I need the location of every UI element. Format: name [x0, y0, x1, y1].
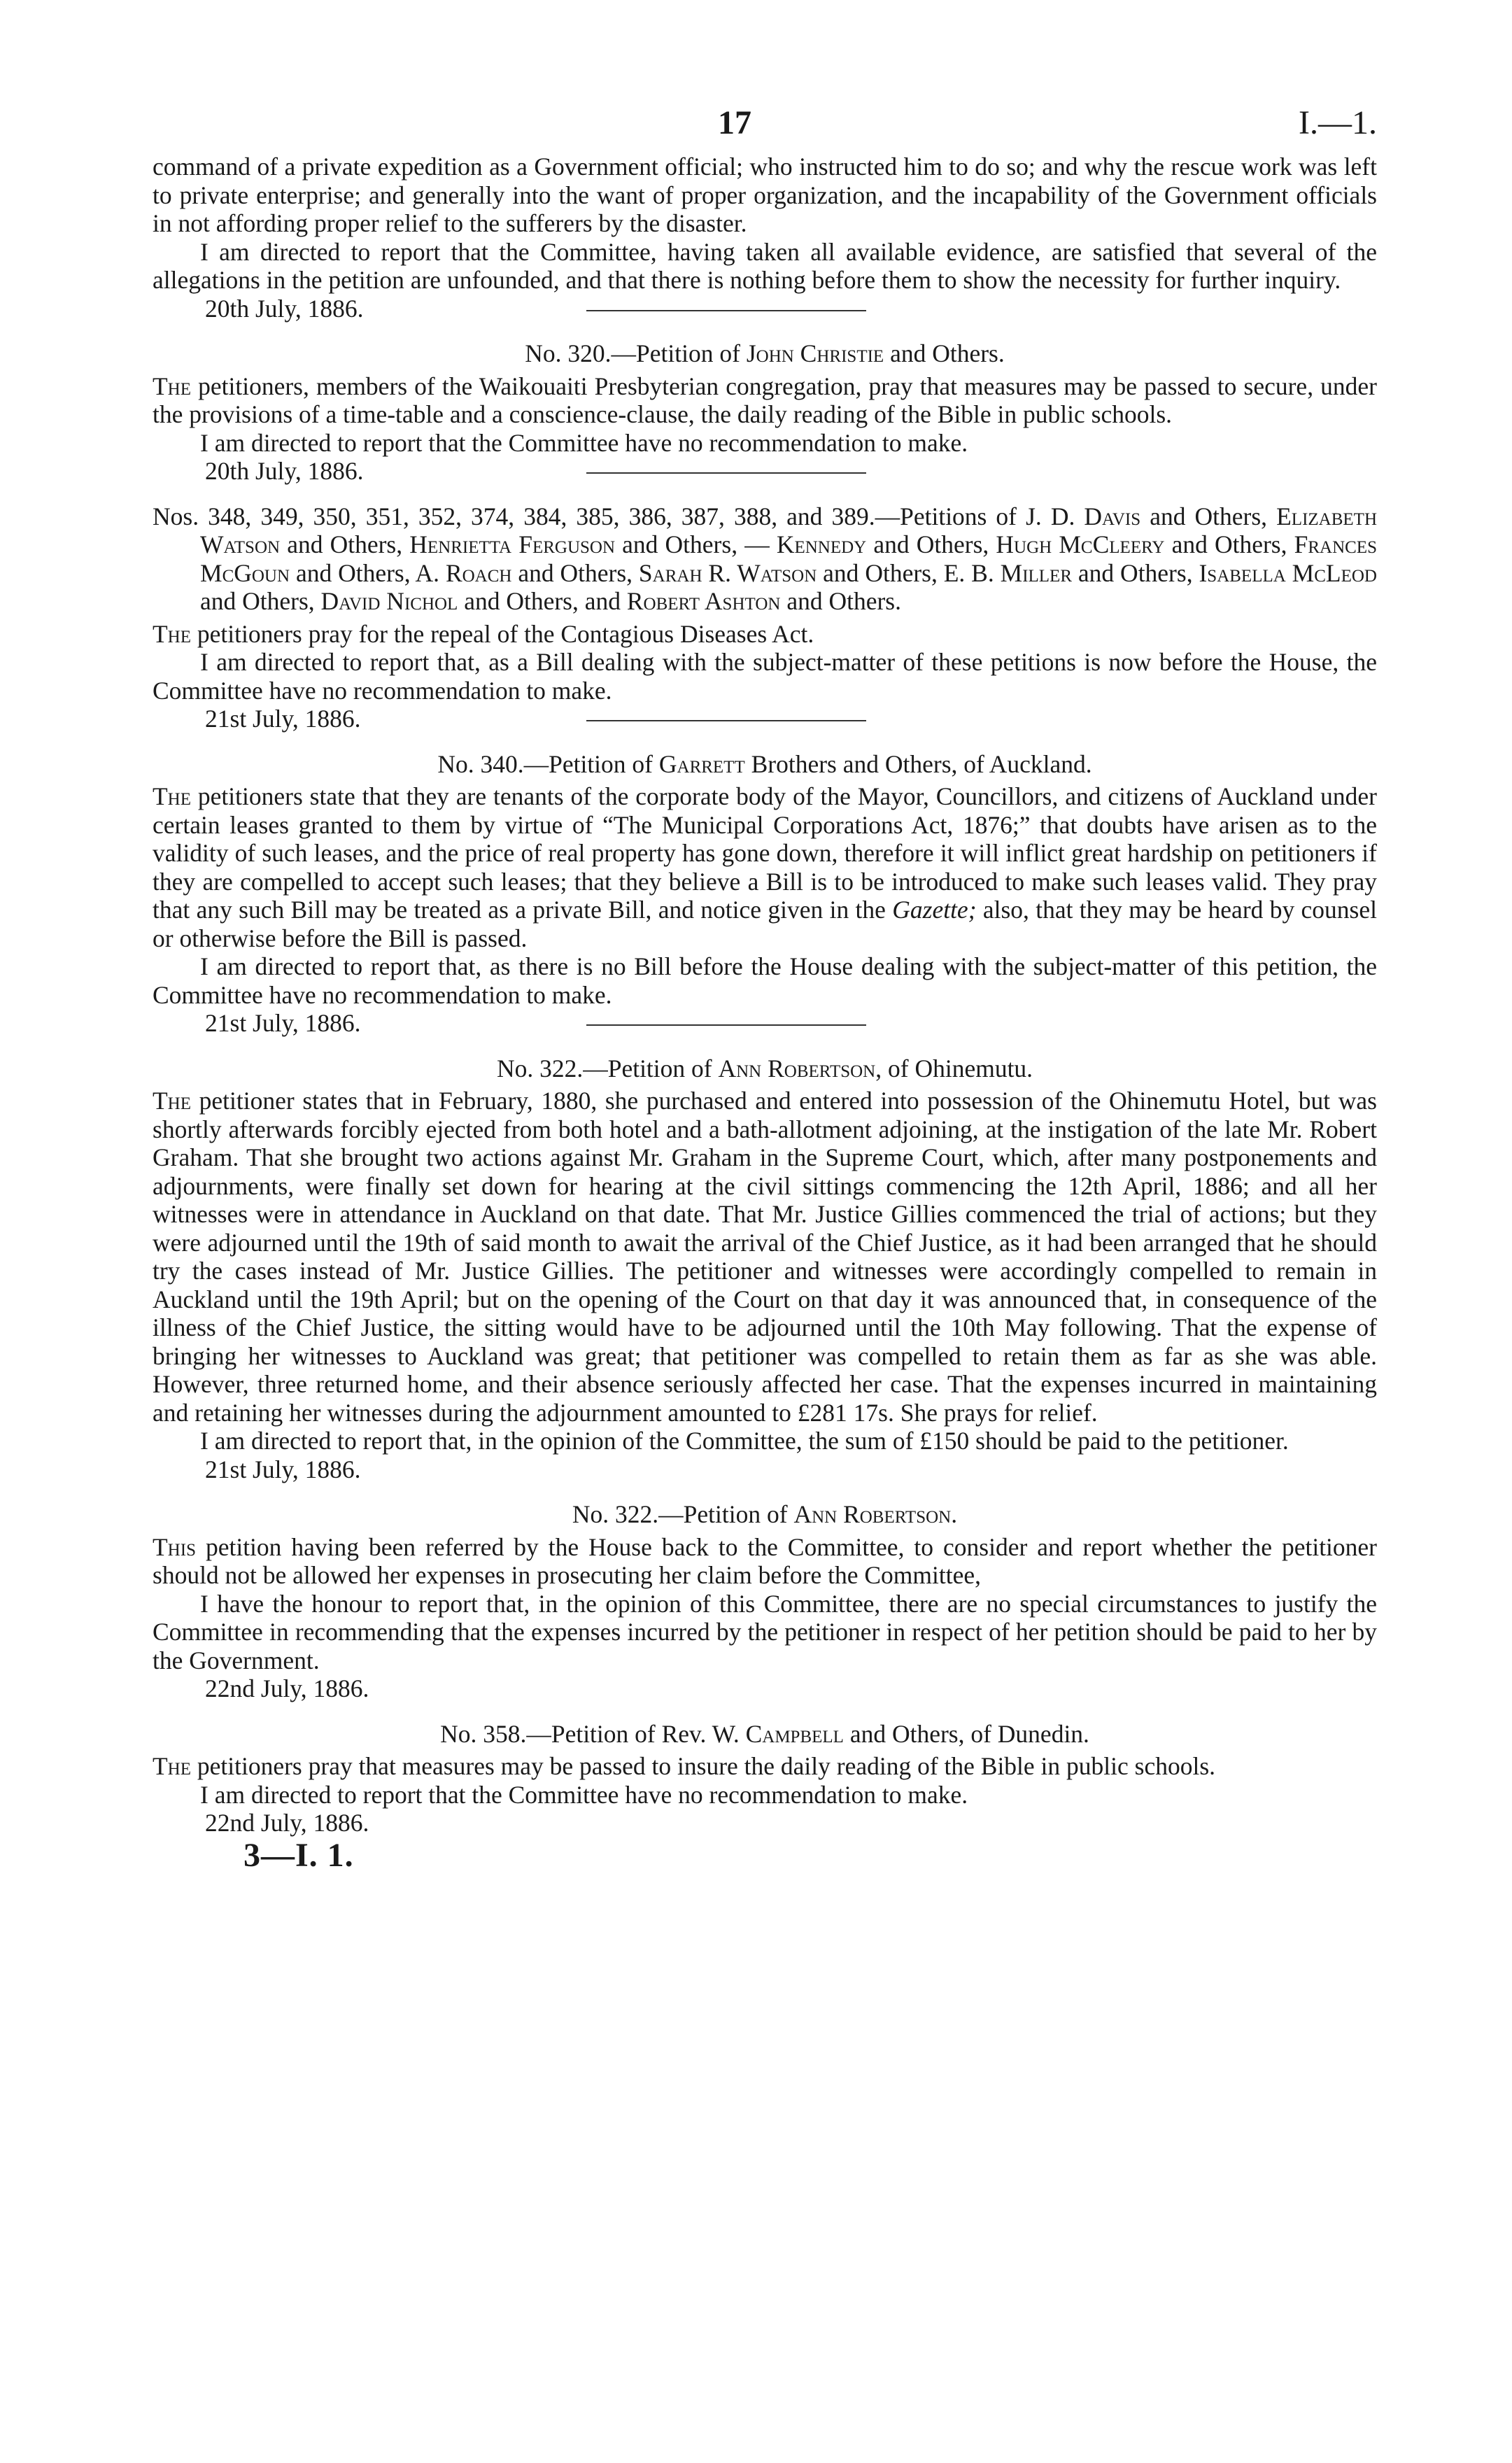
paragraph: The petitioners pray for the repeal of the Contagious Diseases Act. [153, 619, 814, 648]
section-heading: No. 340.—Petition of Garrett Brothers and Others, of Auckland. [437, 749, 1092, 778]
paragraph: The petitioners pray that measures may be passed to insure the daily reading of the Bible in public schools. [153, 1752, 1216, 1780]
paragraph: The petitioners, members of the Waikouaiti Presbyterian congregation, pray that measures may be passed to secure, under the provisions of a time-table and a conscience-clause, the daily reading of the Bible in public schools. [153, 372, 1377, 428]
page-header [153, 104, 1377, 153]
section-divider [586, 310, 866, 311]
date: 20th July, 1886. [205, 457, 364, 485]
date-line [153, 1455, 1377, 1484]
date: 21st July, 1886. [205, 705, 361, 733]
paragraph: The petitioners state that they are tenants of the corporate body of the Mayor, Councillors, and citizens of Auckland under certain leases granted to them by virtue of “The Municipal Corporations Act, 1876;” that doubts have arisen as to the validity of such leases, and the price of real property has gone down, therefore it will inflict great hardship on petitioners if they are compelled to accept such leases; that they believe a Bill is to be introduced to make such leases valid. They pray that any such Bill may be treated as a private Bill, and notice given in the Gazette; also, that they may be heard by counsel or otherwise before the Bill is passed. [153, 782, 1377, 952]
date: 21st July, 1886. [205, 1455, 361, 1483]
paragraph: I am directed to report that, in the opinion of the Committee, the sum of £150 should be paid to the petitioner. [200, 1427, 1289, 1455]
paragraph: command of a private expedition as a Government official; who instructed him to do so; and why the rescue work was left to private enterprise; and generally into the want of proper organization, and the incapability of the Government officials in not affording proper relief to the sufferers by the disaster. [153, 153, 1377, 237]
date: 20th July, 1886. [205, 294, 364, 323]
date-line [153, 1809, 1377, 1837]
paragraph: I am directed to report that, as a Bill dealing with the subject-matter of these petitions is now before the House, the Committee have no recommendation to make. [153, 648, 1377, 705]
section-heading: No. 322.—Petition of Ann Robertson. [572, 1500, 958, 1528]
paragraph: I am directed to report that the Committee have no recommendation to make. [200, 1780, 968, 1809]
section-petition-322 [153, 1054, 1377, 1484]
page-reference: I.—1. [1299, 104, 1377, 141]
date: 22nd July, 1886. [205, 1809, 369, 1837]
section-continuation [153, 153, 1377, 323]
section-petition-358 [153, 1720, 1377, 1837]
paragraph: I have the honour to report that, in the opinion of this Committee, there are no special circumstances to justify the Committee in recommending that the expenses incurred by the petitioner in respect of her petition should be paid to her by the Government. [153, 1589, 1377, 1674]
date-line [153, 457, 1377, 486]
section-heading: No. 322.—Petition of Ann Robertson, of Ohinemutu. [496, 1054, 1033, 1082]
paragraph: I am directed to report that the Committee, having taken all available evidence, are satisfied that several of the allegations in the petition are unfounded, and that there is nothing before them to show the necessity for further inquiry. [153, 237, 1377, 294]
page-number: 17 [718, 104, 751, 141]
section-heading: Nos. 348, 349, 350, 351, 352, 374, 384, 385, 386, 387, 388, and 389.—Petitions of J. D. Davis and Others, Elizabeth Watson and Others, Henrietta Ferguson and Others, — Kennedy and Others, Hugh McCleery and Others, Frances McGoun and Others, A. Roach and Others, Sarah R. Watson and Others, E. B. Miller and Others, Isabella McLeod and Others, David Nichol and Others, and Robert Ashton and Others. [153, 502, 1378, 615]
paragraph: I am directed to report that the Committee have no recommendation to make. [200, 428, 968, 457]
section-petitions-348-389 [153, 502, 1377, 733]
section-divider [586, 720, 866, 721]
section-petition-322-referral [153, 1500, 1377, 1703]
date-line [153, 705, 1377, 733]
section-petition-340 [153, 750, 1377, 1038]
section-petition-320 [153, 339, 1377, 486]
date-line [153, 295, 1377, 323]
date-line [153, 1674, 1377, 1703]
document-page [153, 104, 1377, 1875]
paragraph: I am directed to report that, as there is no Bill before the House dealing with the subject-matter of this petition, the Committee have no recommendation to make. [153, 952, 1377, 1009]
section-divider [586, 472, 866, 474]
section-heading: No. 320.—Petition of John Christie and Others. [525, 339, 1005, 367]
date: 22nd July, 1886. [205, 1674, 369, 1702]
section-heading: No. 358.—Petition of Rev. W. Campbell and Others, of Dunedin. [440, 1719, 1089, 1748]
date: 21st July, 1886. [205, 1009, 361, 1037]
paragraph: The petitioner states that in February, 1880, she purchased and entered into possession of the Ohinemutu Hotel, but was shortly afterwards forcibly ejected from both hotel and a bath-allotment adjoining, at the instigation of the late Mr. Robert Graham. That she brought two actions against Mr. Graham in the Supreme Court, which, after many postponements and adjournments, were finally set down for hearing at the civil sittings commencing the 12th April, 1886; and all her witnesses were in attendance in Auckland on that date. That Mr. Justice Gillies commenced the trial of actions; but they were adjourned until the 19th of said month to await the arrival of the Chief Justice, as it had been arranged that he should try the cases instead of Mr. Justice Gillies. The petitioner and witnesses were accordingly compelled to remain in Auckland until the 19th April; but on the opening of the Court on that day it was announced that, in consequence of the illness of the Chief Justice, the sitting would have to be adjourned until the 10th May following. That the expense of bringing her witnesses to Auckland was great; that petitioner was compelled to retain them as far as she was able. However, three returned home, and their absence seriously affected her case. That the expenses incurred in maintaining and retaining her witnesses during the adjournment amounted to £281 17s. She prays for relief. [153, 1087, 1377, 1427]
paragraph: This petition having been referred by the House back to the Committee, to consider and report whether the petitioner should not be allowed her expenses in prosecuting her claim before the Committee, [153, 1532, 1377, 1589]
signature-mark: 3—I. 1. [243, 1836, 354, 1874]
section-divider [586, 1024, 866, 1026]
date-line [153, 1009, 1377, 1038]
